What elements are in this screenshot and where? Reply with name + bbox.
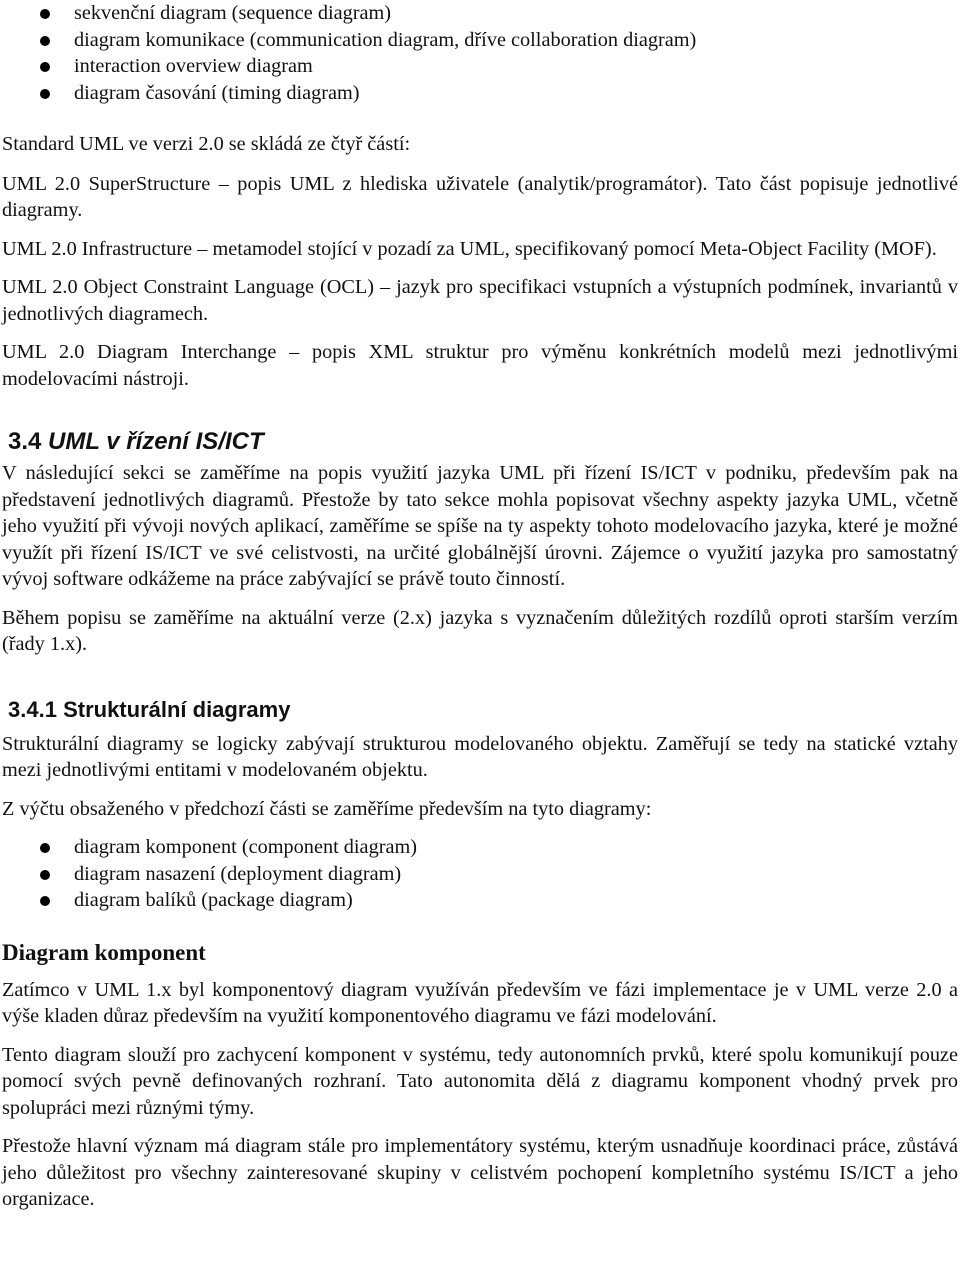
subsection-heading: [2, 696, 958, 724]
bullet-icon: [40, 843, 50, 853]
uml-part-ocl: UML 2.0 Object Constraint Language (OCL) – jazyk pro specifikaci vstupních a výstupních podmínek, invariantů v jednotlivých diagramech.: [2, 276, 958, 325]
component-paragraph: Přestože hlavní význam má diagram stále pro implementátory systému, kterým usnadňuje koordinaci práce, zůstává jeho důležitost pro všechny zainteresované skupiny v celistvém pochopení kompletního systému IS/ICT a jeho organizace.: [2, 1135, 958, 1210]
component-paragraph: Zatímco v UML 1.x byl komponentový diagram využíván především ve fázi implementace je v UML verze 2.0 a výše kladen důraz především na využití komponentového diagramu ve fázi modelování.: [2, 978, 958, 1027]
diagram-list-top: [2, 0, 958, 106]
uml-part-superstructure: UML 2.0 SuperStructure – popis UML z hlediska uživatele (analytik/programátor). Tato část popisuje jednotlivé diagramy.: [2, 172, 958, 221]
section-title: UML v řízení IS/ICT: [48, 428, 264, 455]
bullet-icon: [40, 9, 50, 19]
bullet-icon: [40, 36, 50, 46]
subsection-title: Strukturální diagramy: [63, 696, 291, 722]
bullet-icon: [40, 89, 50, 99]
list-item: diagram časování (timing diagram): [2, 80, 958, 107]
list-item: diagram komponent (component diagram): [2, 834, 958, 861]
section-heading: [2, 427, 958, 457]
section-paragraph: V následující sekci se zaměříme na popis využití jazyka UML při řízení IS/ICT v podniku, především pak na představení jednotlivých diagramů. Přestože by tato sekce mohla popisovat všechny aspekty jazyka UML, včetně jeho využití při vývoji nových aplikací, zaměříme se spíše na ty aspekty tohoto modelovacího jazyka, které je možné využít při řízení IS/ICT ve své celistvosti, na určité globálnější úrovni. Zájemce o využití jazyka pro samostatný vývoj software odkážeme na práce zabývající se právě touto činností.: [2, 462, 958, 590]
section-number: 3.4: [8, 428, 42, 455]
list-item: diagram komunikace (communication diagram, dříve collaboration diagram): [2, 27, 958, 54]
subsection-number: 3.4.1: [8, 696, 57, 722]
structural-diagram-list: [2, 834, 958, 914]
list-item: interaction overview diagram: [2, 53, 958, 80]
document-page: [2, 0, 958, 1213]
uml-part-diagram-interchange: UML 2.0 Diagram Interchange – popis XML struktur pro výměnu konkrétních modelů mezi jednotlivými modelovacími nástroji.: [2, 341, 958, 390]
subsection-paragraph: Z výčtu obsaženého v předchozí části se zaměříme především na tyto diagramy:: [2, 797, 652, 820]
intro-paragraph: Standard UML ve verzi 2.0 se skládá ze čtyř částí:: [2, 133, 411, 155]
uml-part-infrastructure: UML 2.0 Infrastructure – metamodel stojící v pozadí za UML, specifikovaný pomocí Meta-Object Facility (MOF).: [2, 237, 937, 260]
bullet-icon: [40, 62, 50, 72]
list-item: sekvenční diagram (sequence diagram): [2, 0, 958, 27]
subsection-paragraph: Strukturální diagramy se logicky zabývají strukturou modelovaného objektu. Zaměřují se tedy na statické vztahy mezi jednotlivými entitami v modelovaném objektu.: [2, 732, 958, 781]
bullet-icon: [40, 870, 50, 880]
section-paragraph: Během popisu se zaměříme na aktuální verze (2.x) jazyka s vyznačením důležitých rozdílů oproti starším verzím (řady 1.x).: [2, 606, 958, 655]
component-paragraph: Tento diagram slouží pro zachycení komponent v systému, tedy autonomních prvků, které spolu komunikují pouze pomocí svých pevně definovaných rozhraní. Tato autonomita dělá z diagramu komponent vhodný prvek pro spolupráci mezi různými týmy.: [2, 1043, 958, 1119]
list-item: diagram balíků (package diagram): [2, 887, 958, 914]
bullet-icon: [40, 896, 50, 906]
list-item: diagram nasazení (deployment diagram): [2, 861, 958, 888]
component-diagram-heading: Diagram komponent: [2, 939, 206, 965]
